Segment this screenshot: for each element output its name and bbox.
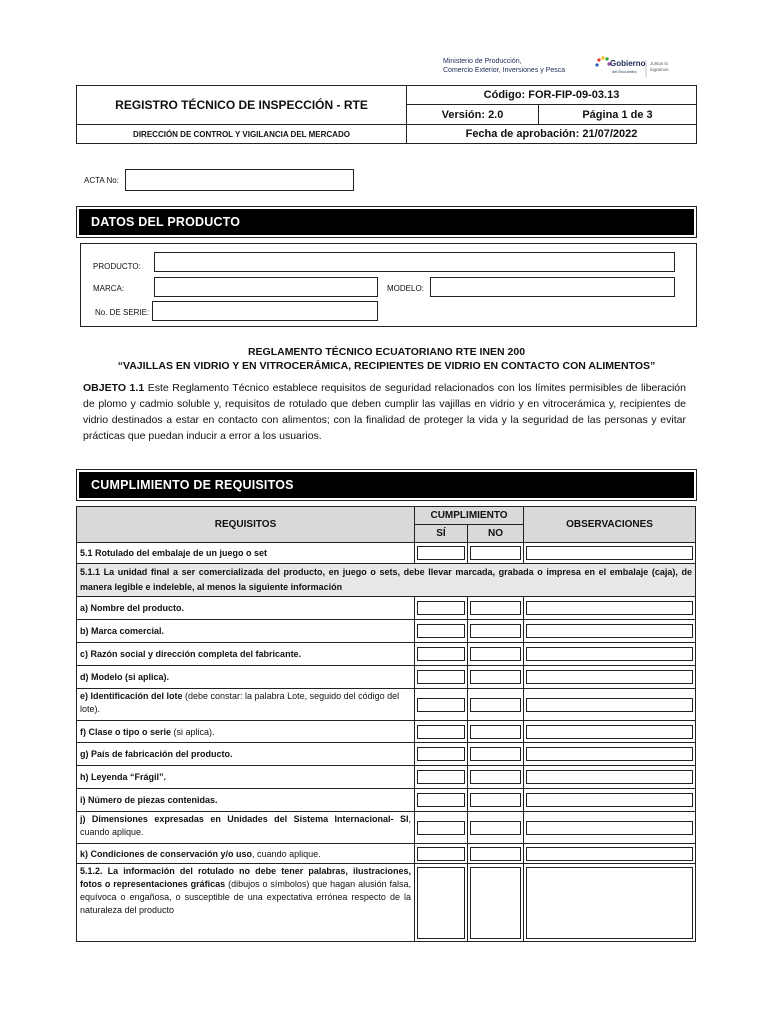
col-no: NO — [468, 525, 524, 543]
observation-field[interactable] — [526, 867, 693, 939]
document-title: REGISTRO TÉCNICO DE INSPECCIÓN - RTE — [77, 86, 407, 125]
si-checkbox[interactable] — [417, 770, 465, 784]
no-checkbox[interactable] — [470, 698, 521, 712]
si-checkbox[interactable] — [417, 747, 465, 761]
si-checkbox[interactable] — [417, 821, 465, 835]
req-b: b) Marca comercial. — [77, 620, 415, 643]
observation-field[interactable] — [526, 601, 693, 615]
req-e-rest: (debe constar: la palabra Lote, seguido del código del lote). — [80, 691, 400, 714]
no-checkbox[interactable] — [470, 793, 521, 807]
req-j-bold: j) Dimensiones expresadas en Unidades del Sistema Internacional- SI — [80, 814, 409, 824]
req-5-1-2 — [77, 864, 415, 942]
si-checkbox[interactable] — [417, 793, 465, 807]
req-k-bold: k) Condiciones de conservación y/o uso — [80, 848, 253, 859]
document-version: Versión: 2.0 — [407, 105, 539, 125]
gobierno-logo — [594, 55, 684, 79]
no-checkbox[interactable] — [470, 624, 521, 638]
si-checkbox[interactable] — [417, 601, 465, 615]
observation-field[interactable] — [526, 793, 693, 807]
ministry-line-1: Ministerio de Producción, — [443, 58, 522, 65]
producto-label: PRODUCTO: — [93, 262, 141, 271]
req-a: a) Nombre del producto. — [77, 597, 415, 620]
col-observaciones: OBSERVACIONES — [524, 507, 696, 543]
observation-field[interactable] — [526, 747, 693, 761]
document-header — [76, 85, 697, 144]
req-k — [77, 844, 415, 864]
observation-field[interactable] — [526, 821, 693, 835]
observation-field[interactable] — [526, 770, 693, 784]
req-g: g) País de fabricación del producto. — [77, 743, 415, 766]
req-f-rest: (si aplica). — [171, 726, 215, 737]
document-direction: DIRECCIÓN DE CONTROL Y VIGILANCIA DEL MERCADO — [77, 125, 407, 144]
si-checkbox[interactable] — [417, 670, 465, 684]
req-i: i) Número de piezas contenidas. — [77, 789, 415, 812]
producto-field[interactable] — [154, 252, 675, 272]
si-checkbox[interactable] — [417, 698, 465, 712]
req-e-bold: e) Identificación del lote — [80, 691, 183, 701]
observation-field[interactable] — [526, 546, 693, 560]
req-h: h) Leyenda “Frágil”. — [77, 766, 415, 789]
ministry-line-2: Comercio Exterior, Inversiones y Pesca — [443, 67, 566, 74]
req-f — [77, 721, 415, 743]
no-checkbox[interactable] — [470, 747, 521, 761]
gobierno-sub: del Encuentro — [612, 69, 637, 74]
si-checkbox[interactable] — [417, 867, 465, 939]
col-cumplimiento: CUMPLIMIENTO — [415, 507, 524, 525]
req-d: d) Modelo (si aplica). — [77, 666, 415, 689]
product-section-title: DATOS DEL PRODUCTO — [79, 209, 694, 235]
regulation-title-line-2: “VAJILLAS EN VIDRIO Y EN VITROCERÁMICA, RECIPIENTES DE VIDRIO EN CONTACTO CON ALIMENTOS” — [117, 360, 656, 372]
document-page: Página 1 de 3 — [539, 105, 697, 125]
marca-label: MARCA: — [93, 284, 125, 293]
req-5-1: 5.1 Rotulado del embalaje de un juego o set — [77, 543, 415, 564]
requirements-table — [76, 506, 696, 942]
regulation-title-line-1: REGLAMENTO TÉCNICO ECUATORIANO RTE INEN 200 — [247, 346, 526, 358]
document-code: Código: FOR-FIP-09-03.13 — [407, 86, 697, 105]
no-checkbox[interactable] — [470, 670, 521, 684]
no-checkbox[interactable] — [470, 601, 521, 615]
no-checkbox[interactable] — [470, 867, 521, 939]
req-j — [77, 812, 415, 844]
serie-label: No. DE SERIE: — [95, 308, 150, 317]
objective-label: OBJETO 1.1 — [83, 382, 145, 394]
no-checkbox[interactable] — [470, 546, 521, 560]
document-approval-date: Fecha de aprobación: 21/07/2022 — [407, 125, 697, 144]
regulation-title — [76, 345, 697, 373]
no-checkbox[interactable] — [470, 725, 521, 739]
req-5-1-2-rest: (dibujos o símbolos) que hagan alusión falsa, equívoca o engañosa, o susceptible de una expectativa errónea respecto de la naturaleza del producto — [80, 879, 411, 915]
req-j-rest: , cuando aplique. — [80, 814, 411, 837]
requirements-section-header — [76, 469, 697, 501]
req-5-1-1: 5.1.1 La unidad final a ser comercializada del producto, en juego o sets, debe llevar marcada, grabada o impresa en el embalaje (caja), de manera legible e indeleble, al menos la siguiente información — [77, 564, 696, 597]
req-k-rest: , cuando aplique. — [252, 848, 321, 859]
no-checkbox[interactable] — [470, 647, 521, 661]
req-c: c) Razón social y dirección completa del fabricante. — [77, 643, 415, 666]
observation-field[interactable] — [526, 698, 693, 712]
gobierno-tagline: Juntos lo logramos — [650, 61, 669, 72]
modelo-field[interactable] — [430, 277, 675, 297]
modelo-label: MODELO: — [387, 284, 424, 293]
req-f-bold: f) Clase o tipo o serie — [80, 726, 172, 737]
si-checkbox[interactable] — [417, 725, 465, 739]
no-checkbox[interactable] — [470, 847, 521, 861]
ministry-name — [443, 57, 593, 75]
si-checkbox[interactable] — [417, 647, 465, 661]
acta-label: ACTA No: — [84, 176, 119, 185]
si-checkbox[interactable] — [417, 624, 465, 638]
si-checkbox[interactable] — [417, 847, 465, 861]
regulation-objective — [83, 380, 686, 444]
no-checkbox[interactable] — [470, 821, 521, 835]
req-e — [77, 689, 415, 721]
observation-field[interactable] — [526, 847, 693, 861]
observation-field[interactable] — [526, 624, 693, 638]
col-si: SÍ — [415, 525, 468, 543]
gobierno-word: Gobierno — [610, 59, 646, 68]
si-checkbox[interactable] — [417, 546, 465, 560]
observation-field[interactable] — [526, 725, 693, 739]
marca-field[interactable] — [154, 277, 378, 297]
serie-field[interactable] — [152, 301, 378, 321]
observation-field[interactable] — [526, 647, 693, 661]
no-checkbox[interactable] — [470, 770, 521, 784]
req-5-1-2-bold: 5.1.2. La información del rotulado no debe tener palabras, ilustraciones, fotos o representaciones gráficas — [80, 866, 411, 889]
observation-field[interactable] — [526, 670, 693, 684]
acta-number-field[interactable] — [125, 169, 354, 191]
product-section-header — [76, 206, 697, 238]
objective-text: Este Reglamento Técnico establece requisitos de seguridad relacionados con los límites permisibles de liberación de plomo y cadmio soluble y, requisitos de rotulado que deben cumplir las vajillas en vidrio y en vitrocerámica y, recipientes de vidrio destinados a estar en contacto con alimentos; con la finalidad de proteger la vida y la seguridad de las personas y evitar prácticas que puedan inducir a error a los usuarios. — [83, 382, 686, 442]
requirements-section-title: CUMPLIMIENTO DE REQUISITOS — [79, 472, 694, 498]
col-requisitos: REQUISITOS — [77, 507, 415, 543]
